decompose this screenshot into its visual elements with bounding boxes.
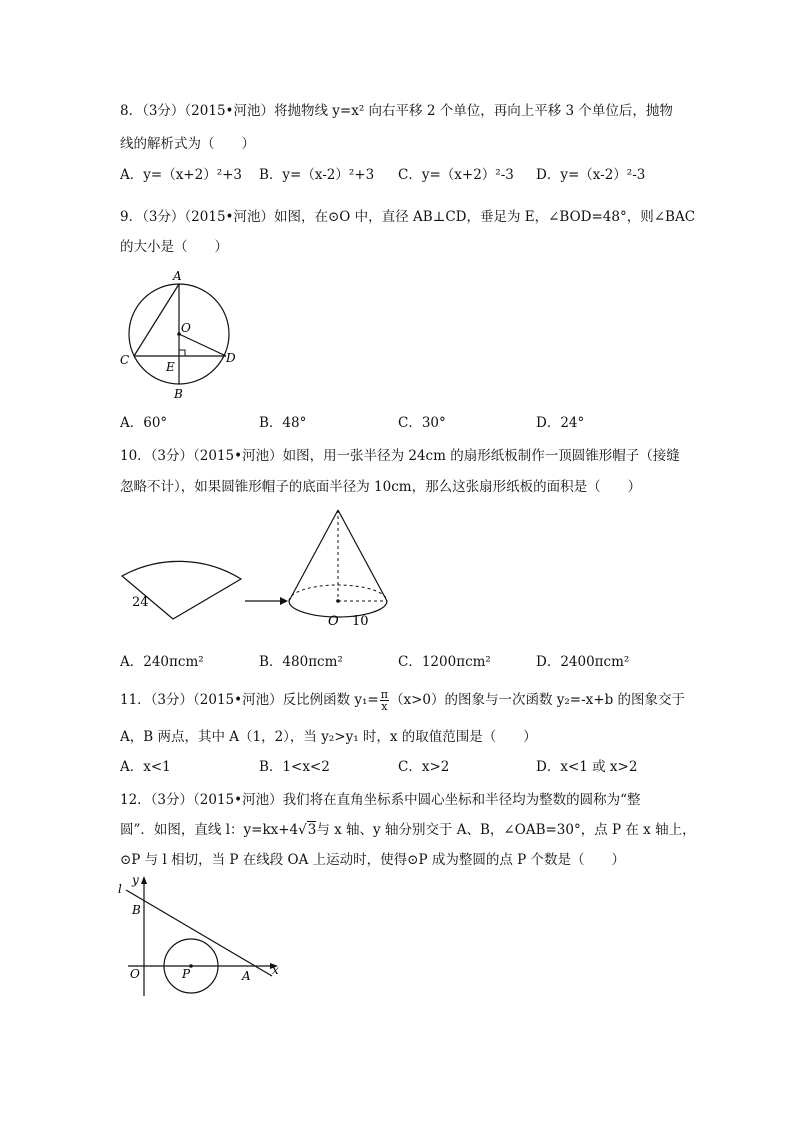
q12-stem-line2: 圆”．如图，直线 l：y=kx+4√3与 x 轴、y 轴分别交于 A、B，∠OAB=30°，点 P 在 x 轴上， <box>120 822 696 838</box>
q10-option-b: B．480πcm² <box>259 654 343 670</box>
q10-sector-cone-figure <box>112 502 402 642</box>
q8-option-a: A．y=（x+2）²+3 <box>120 167 243 183</box>
q10-cone-base-back <box>289 585 387 601</box>
q12-line-l <box>126 890 272 976</box>
q9-circle-figure <box>112 266 242 406</box>
q12-label-o: O <box>130 967 140 981</box>
q9-label-e: E <box>166 360 175 374</box>
q10-label-o: O <box>328 614 339 629</box>
q8-option-d: D．y=（x-2）²-3 <box>536 167 646 183</box>
q8-stem-line1: 8．（3分）（2015•河池）将抛物线 y=x² 向右平移 2 个单位，再向上平移 3 个单位后，抛物 <box>120 103 673 119</box>
q9-label-b: B <box>174 387 183 401</box>
q11-stem-line1: 11．（3分）（2015•河池）反比例函数 y₁= $\frac{\pi}{x}$ （x>0）的图象与一次函数 y₂=-x+b 的图象交于 <box>120 688 686 713</box>
q12-sqrt: 3 <box>307 822 317 838</box>
q10-cone-left-side <box>289 510 338 601</box>
q9-option-c: C．30° <box>398 415 446 431</box>
q12-label-y: y <box>132 873 139 887</box>
q9-option-d: D．24° <box>536 415 585 431</box>
q9-label-a: A <box>173 269 182 283</box>
q11-stem-line2: A，B 两点，其中 A（1，2），当 y₂>y₁ 时，x 的取值范围是（ ） <box>120 729 537 745</box>
q12-label-x: x <box>272 963 279 977</box>
q10-base-center-dot <box>336 599 340 603</box>
q9-option-b: B．48° <box>259 415 307 431</box>
q12-stem-line1: 12．（3分）（2015•河池）我们将在直角坐标系中圆心坐标和半径均为整数的圆称为“整 <box>120 792 641 808</box>
q12-label-p: P <box>182 967 191 981</box>
q9-stem-line1: 9．（3分）（2015•河池）如图，在⊙O 中，直径 AB⊥CD，垂足为 E，∠BOD=48°，则∠BAC <box>120 209 696 225</box>
q9-option-a: A．60° <box>120 415 168 431</box>
q12-label-b: B <box>132 903 141 917</box>
q12-label-l: l <box>118 882 122 896</box>
q9-label-c: C <box>120 353 130 367</box>
q11-option-c: C．x>2 <box>398 759 450 775</box>
q10-stem-line2: 忽略不计），如果圆锥形帽子的底面半径为 10cm，那么这张扇形纸板的面积是（ ） <box>120 479 642 495</box>
q11-option-a: A．x<1 <box>120 759 171 775</box>
q10-option-a: A．240πcm² <box>120 654 204 670</box>
q11-option-d: D．x<1 或 x>2 <box>536 759 638 775</box>
q10-label-radius: 24 <box>132 595 149 610</box>
q10-arrow-head <box>280 597 288 605</box>
q9-segment-od <box>179 334 226 356</box>
q8-option-c: C．y=（x+2）²-3 <box>398 167 514 183</box>
q9-label-d: D <box>226 351 236 365</box>
q8-stem-line2: 线的解析式为（ ） <box>120 136 255 152</box>
q9-stem-line2: 的大小是（ ） <box>120 239 228 255</box>
q12-coordinate-figure <box>112 872 292 1002</box>
q10-option-c: C．1200πcm² <box>398 654 491 670</box>
q9-label-o: O <box>181 321 191 335</box>
q12-y-axis-arrow <box>141 876 147 884</box>
q8-option-b: B．y=（x-2）²+3 <box>259 167 375 183</box>
q10-label-base-radius: 10 <box>352 614 369 629</box>
q10-sector <box>122 561 241 619</box>
q9-right-angle-mark <box>179 350 185 356</box>
q12-stem-line3: ⊙P 与 l 相切，当 P 在线段 OA 上运动时，使得⊙P 成为整圆的点 P 个数是（ ） <box>120 852 626 868</box>
q11-fraction: $\frac{\pi}{x}$ <box>380 688 388 713</box>
q10-option-d: D．2400πcm² <box>536 654 630 670</box>
q10-stem-line1: 10．（3分）（2015•河池）如图，用一张半径为 24cm 的扇形纸板制作一顶圆锥形帽子（接缝 <box>120 448 680 464</box>
q12-label-a: A <box>242 969 251 983</box>
q11-option-b: B．1<x<2 <box>259 759 330 775</box>
q9-segment-ac <box>134 284 179 356</box>
